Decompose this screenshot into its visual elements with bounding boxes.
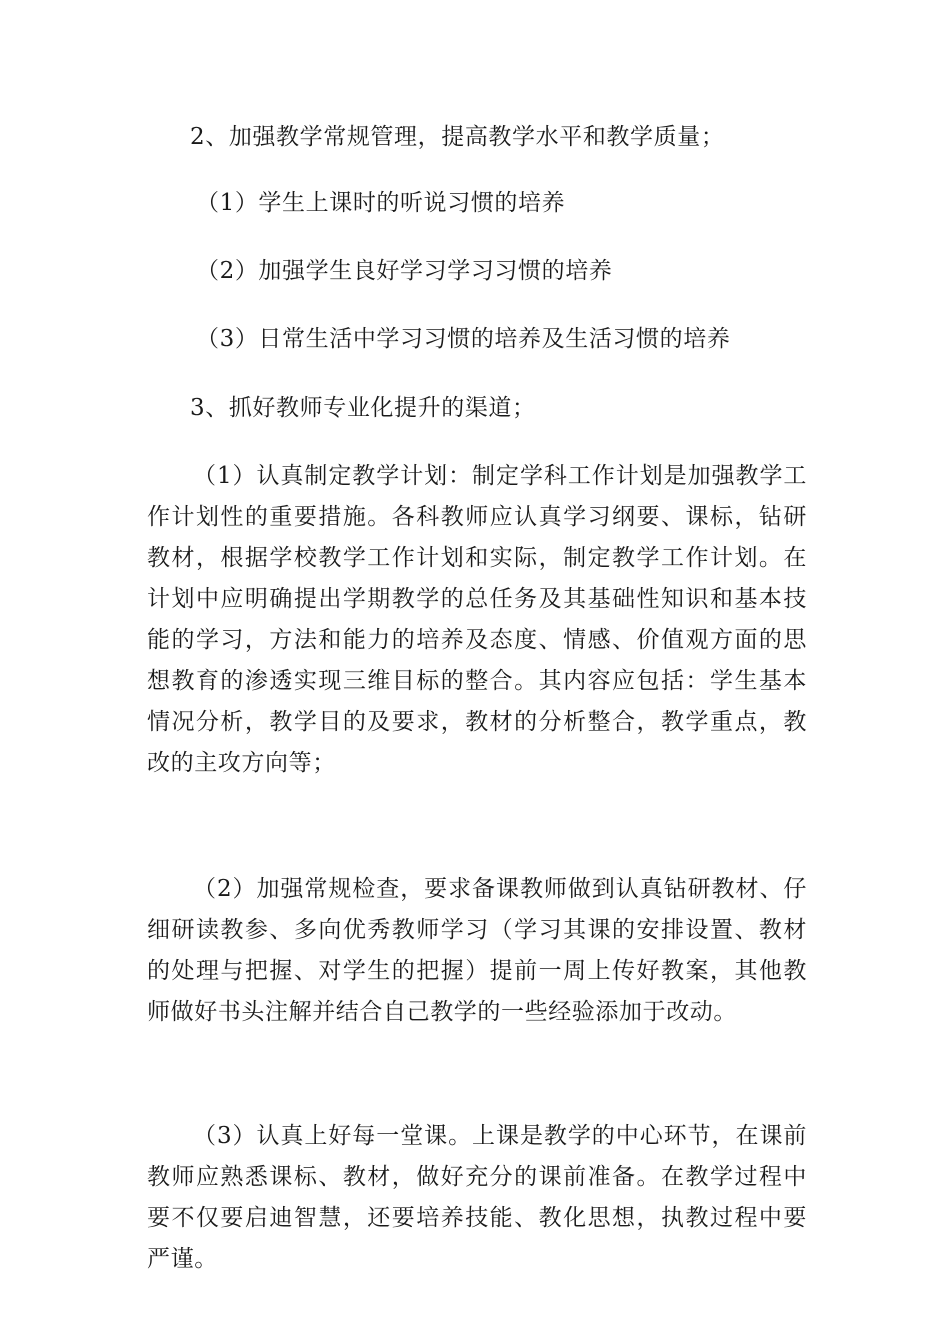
paragraph-3-1: （1）认真制定教学计划：制定学科工作计划是加强教学工作计划性的重要措施。各科教师应认真学习纲要、课标，钻研教材，根据学校教学工作计划和实际，制定教学工作计划。在计划中应明确提出学期教学的总任务及其基础性知识和基本技能的学习，方法和能力的培养及态度、情感、价值观方面的思想教育的渗透实现三维目标的整合。其内容应包括：学生基本情况分析，教学目的及要求，教材的分析整合，教学重点，教改的主攻方向等； — [147, 463, 807, 776]
section-heading-3: 3、抓好教师专业化提升的渠道； — [190, 395, 536, 421]
section-heading-2: 2、加强教学常规管理，提高教学水平和教学质量； — [190, 124, 725, 150]
list-item-2-2: （2）加强学生良好学习学习习惯的培养 — [196, 258, 613, 284]
list-item-2-1: （1）学生上课时的听说习惯的培养 — [196, 190, 566, 216]
paragraph-3-2: （2）加强常规检查，要求备课教师做到认真钻研教材、仔细研读教参、多向优秀教师学习（学习其课的安排设置、教材的处理与把握、对学生的把握）提前一周上传好教案，其他教师做好书头注解并结合自己教学的一些经验添加于改动。 — [147, 876, 807, 1025]
list-item-2-3: （3）日常生活中学习习惯的培养及生活习惯的培养 — [196, 326, 731, 352]
paragraph-3-3: （3）认真上好每一堂课。上课是教学的中心环节，在课前教师应熟悉课标、教材，做好充分的课前准备。在教学过程中要不仅要启迪智慧，还要培养技能、教化思想，执教过程中要严谨。 — [147, 1123, 807, 1272]
